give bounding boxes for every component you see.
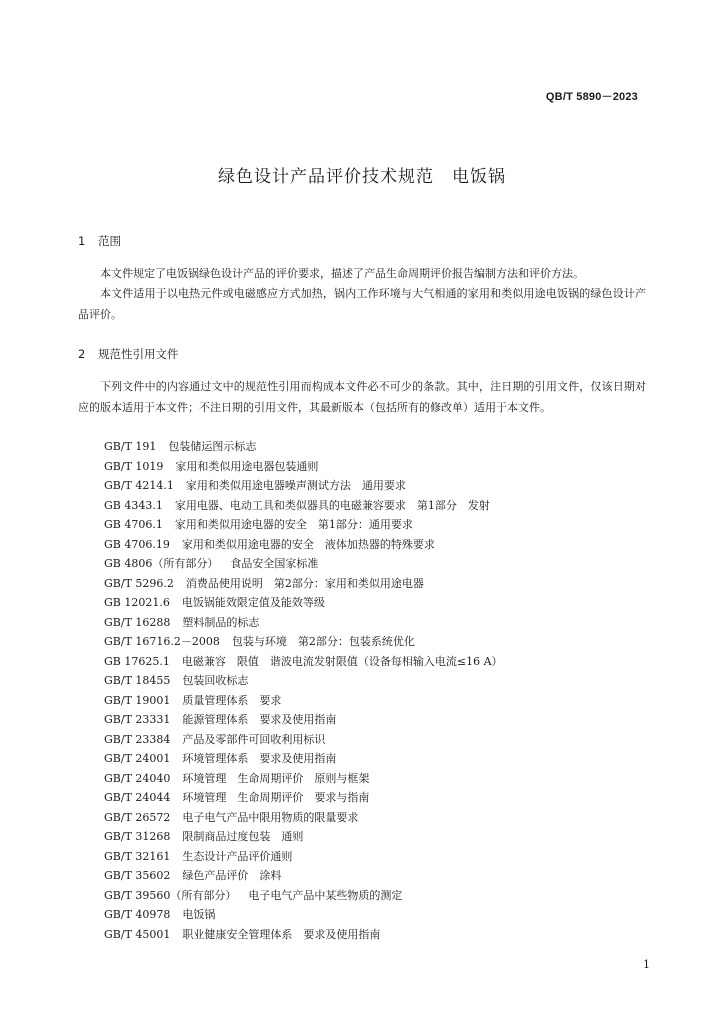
reference-item	[104, 574, 503, 594]
reference-item	[104, 652, 503, 672]
reference-title: 电子电气产品中某些物质的测定	[248, 888, 403, 902]
reference-title: 电磁兼容 限值 谐波电流发射限值（设备每相输入电流≤16 A）	[181, 654, 503, 668]
reference-title: 环境管理 生命周期评价 原则与框架	[182, 771, 370, 785]
reference-item	[104, 671, 503, 691]
reference-item	[104, 866, 503, 886]
section-1-heading	[78, 233, 121, 249]
reference-code: GB 4706.1	[104, 518, 163, 531]
reference-title: 环境管理 生命周期评价 要求与指南	[182, 791, 370, 804]
reference-title: 能源管理体系 要求及使用指南	[182, 713, 337, 726]
reference-code: GB/T 5296.2	[104, 576, 174, 590]
reference-code: GB/T 39560（所有部分）	[104, 888, 237, 902]
page-number: 1	[643, 958, 650, 971]
reference-item	[104, 710, 503, 730]
document-title: 绿色设计产品评价技术规范 电饭锅	[218, 167, 506, 187]
reference-code: GB/T 35602	[104, 869, 171, 882]
reference-code: GB/T 24044	[104, 791, 171, 804]
reference-title: 家用和类似用途电器的安全 液体加热器的特殊要求	[181, 537, 435, 551]
reference-title: 家用和类似用途电器包装通则	[175, 459, 319, 473]
reference-title: 生态设计产品评价通则	[182, 849, 293, 863]
reference-item	[104, 515, 503, 535]
reference-item	[104, 437, 503, 457]
section-2-heading	[78, 346, 179, 362]
reference-title: 绿色产品评价 涂料	[182, 869, 282, 882]
reference-title: 职业健康安全管理体系 要求及使用指南	[182, 927, 381, 941]
reference-item	[104, 925, 503, 945]
reference-item	[104, 554, 503, 574]
reference-title: 包装储运图示标志	[168, 440, 257, 453]
reference-title: 食品安全国家标准	[230, 557, 319, 570]
section-2-title: 规范性引用文件	[98, 347, 179, 361]
reference-code: GB/T 18455	[104, 674, 171, 687]
reference-code: GB/T 191	[104, 440, 157, 453]
reference-code: GB 4706.19	[104, 537, 170, 551]
reference-item	[104, 886, 503, 906]
reference-title: 家用电器、电动工具和类似器具的电磁兼容要求 第1部分 发射	[174, 498, 490, 512]
reference-code: GB/T 31268	[104, 830, 171, 843]
section-1-paragraph-2: 本文件适用于以电热元件或电磁感应方式加热，锅内工作环境与大气相通的家用和类似用途电饭锅的绿色设计产品评价。	[78, 287, 646, 321]
reference-title: 消费品使用说明 第2部分：家用和类似用途电器	[185, 576, 424, 590]
reference-code: GB 17625.1	[104, 654, 170, 668]
reference-title: 包装与环境 第2部分：包装系统优化	[231, 635, 415, 648]
reference-item	[104, 905, 503, 925]
reference-item	[104, 847, 503, 867]
reference-item	[104, 808, 503, 828]
reference-item	[104, 593, 503, 613]
standard-code: QB/T 5890－2023	[545, 91, 638, 103]
reference-item	[104, 457, 503, 477]
reference-item	[104, 769, 503, 789]
reference-title: 包装回收标志	[182, 674, 249, 687]
reference-title: 电饭锅能效限定值及能效等级	[181, 596, 325, 609]
reference-code: GB/T 32161	[104, 849, 171, 863]
reference-list	[104, 437, 503, 944]
reference-code: GB/T 23384	[104, 732, 171, 746]
reference-code: GB/T 26572	[104, 810, 171, 824]
reference-item	[104, 691, 503, 711]
reference-item	[104, 496, 503, 516]
reference-code: GB/T 19001	[104, 693, 171, 707]
reference-code: GB/T 24001	[104, 752, 171, 765]
section-1-paragraph-1: 本文件规定了电饭锅绿色设计产品的评价要求，描述了产品生命周期评价报告编制方法和评价方法。	[100, 267, 584, 280]
reference-title: 环境管理体系 要求及使用指南	[182, 752, 337, 765]
reference-code: GB/T 16716.2－2008	[104, 635, 220, 648]
reference-item	[104, 730, 503, 750]
reference-code: GB/T 40978	[104, 908, 171, 921]
reference-code: GB 12021.6	[104, 596, 170, 609]
reference-title: 家用和类似用途电器的安全 第1部分：通用要求	[174, 518, 413, 531]
reference-item	[104, 613, 503, 633]
reference-title: 塑料制品的标志	[182, 615, 260, 629]
section-1-number: 1	[78, 234, 86, 248]
section-2-intro: 下列文件中的内容通过文中的规范性引用而构成本文件必不可少的条款。其中，注日期的引用文件，仅该日期对应的版本适用于本文件；不注日期的引用文件，其最新版本（包括所有的修改单）适用于本文件。	[78, 380, 646, 414]
reference-code: GB/T 4214.1	[104, 479, 174, 492]
reference-title: 电饭锅	[182, 908, 216, 921]
reference-code: GB/T 23331	[104, 713, 171, 726]
reference-item	[104, 788, 503, 808]
section-1-title: 范围	[98, 234, 121, 248]
reference-code: GB/T 45001	[104, 927, 171, 941]
reference-title: 电子电气产品中限用物质的限量要求	[182, 810, 359, 824]
reference-item	[104, 827, 503, 847]
reference-code: GB/T 1019	[104, 459, 164, 473]
reference-title: 产品及零部件可回收利用标识	[182, 732, 326, 746]
reference-title: 质量管理体系 要求	[182, 693, 282, 707]
reference-code: GB/T 16288	[104, 615, 171, 629]
section-2-number: 2	[78, 347, 86, 361]
reference-item	[104, 476, 503, 496]
reference-code: GB/T 24040	[104, 771, 171, 785]
reference-title: 家用和类似用途电器噪声测试方法 通用要求	[185, 479, 406, 492]
reference-item	[104, 632, 503, 652]
reference-item	[104, 535, 503, 555]
reference-title: 限制商品过度包装 通则	[182, 830, 304, 843]
reference-item	[104, 749, 503, 769]
reference-code: GB 4806（所有部分）	[104, 557, 219, 570]
reference-code: GB 4343.1	[104, 498, 163, 512]
